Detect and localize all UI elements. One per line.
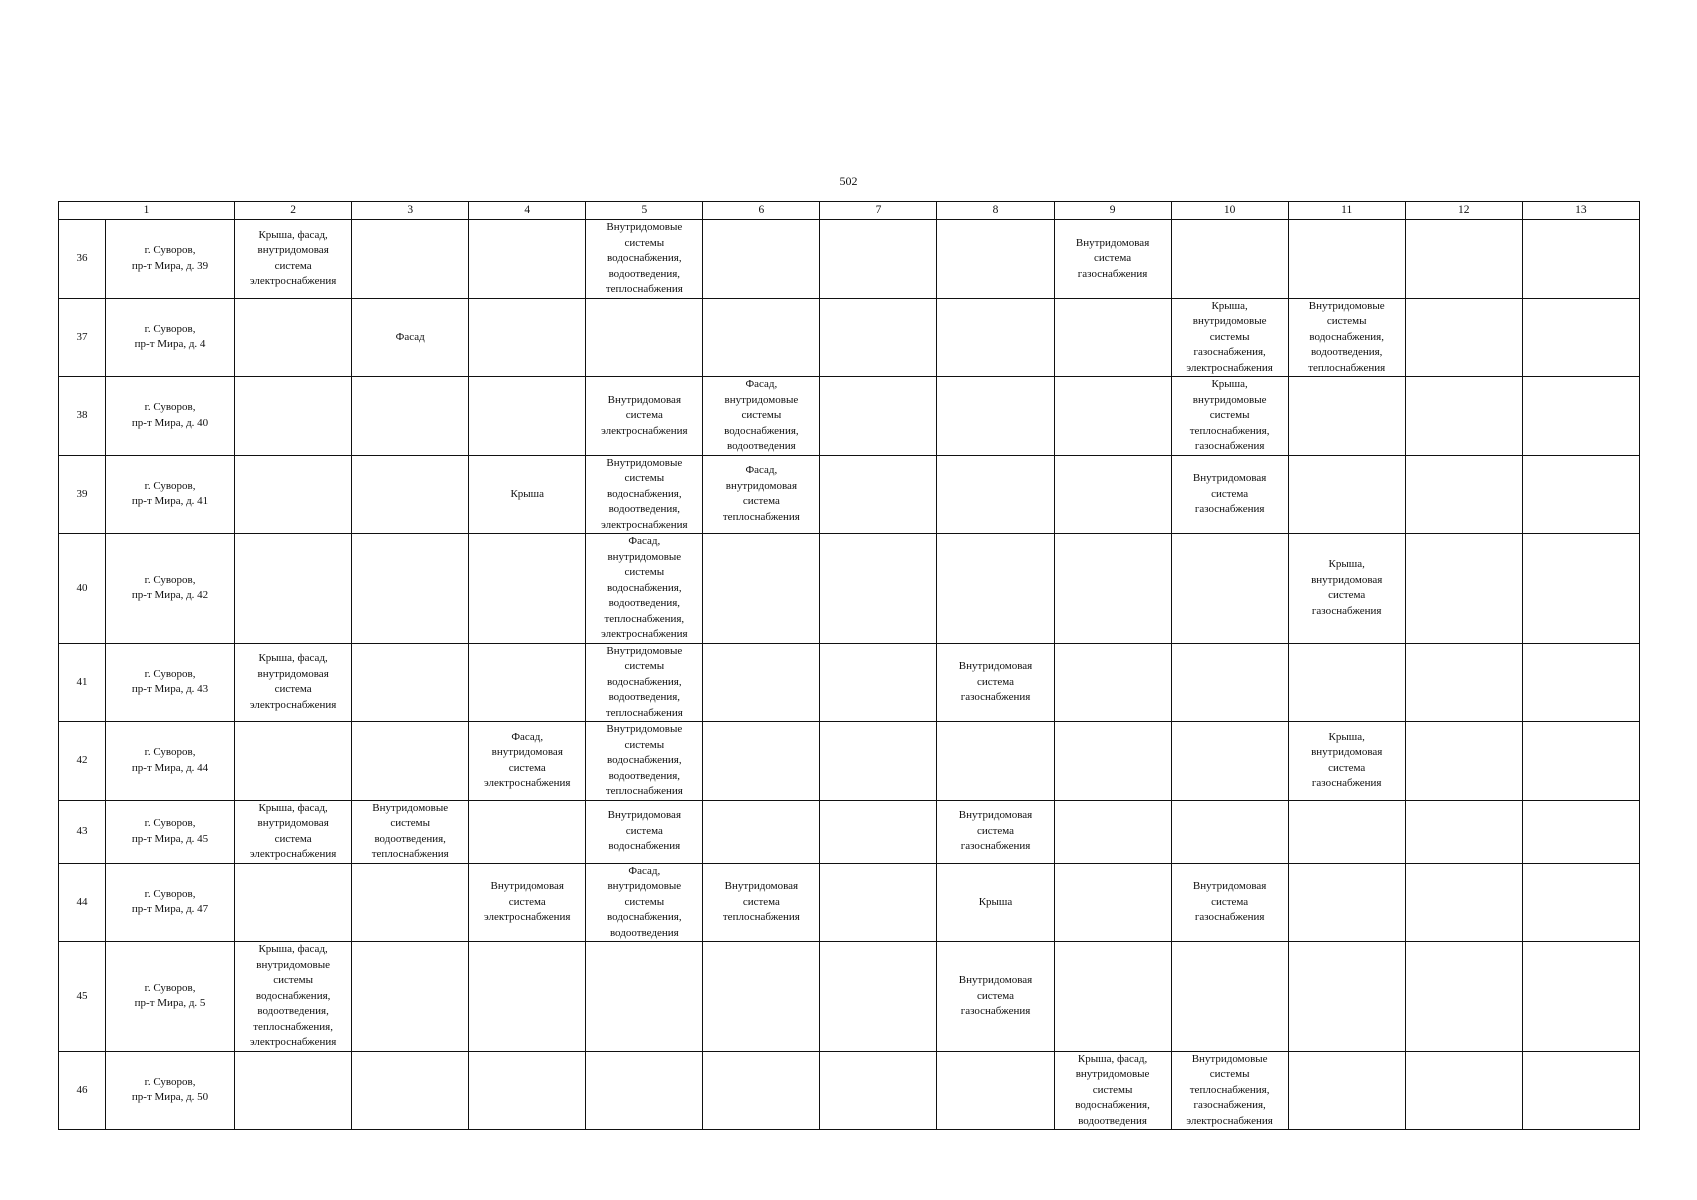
address-cell: г. Суворов, пр-т Мира, д. 44: [106, 722, 235, 801]
work-cell: Внутридомовые системы водоснабжения, водоотведения, теплоснабжения: [1288, 298, 1405, 377]
work-cell: [1054, 863, 1171, 942]
work-cell: [820, 1051, 937, 1130]
work-cell: [1054, 722, 1171, 801]
work-cell: Крыша, фасад, внутридомовые системы водоснабжения, водоотведения: [1054, 1051, 1171, 1130]
column-header: 12: [1405, 202, 1522, 220]
work-cell: [1522, 800, 1639, 863]
work-cell: [1522, 722, 1639, 801]
work-cell: [1288, 942, 1405, 1052]
address-cell: г. Суворов, пр-т Мира, д. 42: [106, 534, 235, 644]
work-cell: [820, 534, 937, 644]
work-cell: [937, 298, 1054, 377]
work-cell: [352, 455, 469, 534]
header-row: [59, 202, 1640, 220]
row-number: 42: [59, 722, 106, 801]
work-cell: Внутридомовая система газоснабжения: [1171, 455, 1288, 534]
work-cell: [1405, 534, 1522, 644]
work-cell: Фасад, внутридомовые системы водоснабжения, водоотведения, теплоснабжения, электроснабжения: [586, 534, 703, 644]
row-number: 38: [59, 377, 106, 456]
work-cell: [1054, 377, 1171, 456]
work-cell: Крыша, фасад, внутридомовая система электроснабжения: [235, 643, 352, 722]
row-number: 37: [59, 298, 106, 377]
work-cell: [703, 298, 820, 377]
work-cell: [235, 863, 352, 942]
work-cell: Крыша: [469, 455, 586, 534]
work-cell: [1054, 455, 1171, 534]
work-cell: [1288, 220, 1405, 299]
column-header: 10: [1171, 202, 1288, 220]
work-cell: [1054, 643, 1171, 722]
work-cell: [820, 643, 937, 722]
column-header: 3: [352, 202, 469, 220]
row-number: 45: [59, 942, 106, 1052]
work-cell: [703, 534, 820, 644]
work-cell: Крыша: [937, 863, 1054, 942]
work-cell: Внутридомовая система газоснабжения: [937, 800, 1054, 863]
work-cell: [469, 298, 586, 377]
row-number: 41: [59, 643, 106, 722]
column-header: 8: [937, 202, 1054, 220]
table-row: [59, 298, 1640, 377]
work-cell: [235, 1051, 352, 1130]
work-cell: Внутридомовые системы водоснабжения, водоотведения, теплоснабжения: [586, 722, 703, 801]
work-cell: [235, 722, 352, 801]
column-header: 6: [703, 202, 820, 220]
work-cell: [1405, 220, 1522, 299]
work-cell: [1171, 534, 1288, 644]
work-cell: [235, 298, 352, 377]
work-cell: [1522, 220, 1639, 299]
repair-schedule-table: [58, 201, 1640, 1130]
work-cell: Фасад, внутридомовые системы водоснабжения, водоотведения: [586, 863, 703, 942]
work-cell: [352, 377, 469, 456]
work-cell: [1171, 220, 1288, 299]
work-cell: Внутридомовая система газоснабжения: [937, 942, 1054, 1052]
work-cell: [469, 377, 586, 456]
table-row: [59, 220, 1640, 299]
work-cell: [1171, 942, 1288, 1052]
row-number: 44: [59, 863, 106, 942]
work-cell: [820, 863, 937, 942]
column-header: 2: [235, 202, 352, 220]
work-cell: Внутридомовая система теплоснабжения: [703, 863, 820, 942]
work-cell: [469, 942, 586, 1052]
work-cell: [937, 722, 1054, 801]
table-row: [59, 800, 1640, 863]
row-number: 46: [59, 1051, 106, 1130]
work-cell: [1054, 942, 1171, 1052]
address-cell: г. Суворов, пр-т Мира, д. 45: [106, 800, 235, 863]
work-cell: [235, 377, 352, 456]
work-cell: [937, 220, 1054, 299]
work-cell: Крыша, внутридомовая система газоснабжения: [1288, 722, 1405, 801]
work-cell: Крыша, фасад, внутридомовые системы водоснабжения, водоотведения, теплоснабжения, электроснабжения: [235, 942, 352, 1052]
row-number: 43: [59, 800, 106, 863]
work-cell: [1405, 800, 1522, 863]
work-cell: [1288, 800, 1405, 863]
work-cell: [703, 643, 820, 722]
table-row: [59, 722, 1640, 801]
work-cell: Внутридомовые системы водоснабжения, водоотведения, электроснабжения: [586, 455, 703, 534]
work-cell: [352, 722, 469, 801]
work-cell: [820, 455, 937, 534]
column-header: 4: [469, 202, 586, 220]
work-cell: [703, 800, 820, 863]
column-header: 7: [820, 202, 937, 220]
work-cell: Фасад, внутридомовая система теплоснабжения: [703, 455, 820, 534]
table-row: [59, 534, 1640, 644]
work-cell: [820, 298, 937, 377]
work-cell: [235, 534, 352, 644]
table-row: [59, 455, 1640, 534]
work-cell: [1522, 942, 1639, 1052]
work-cell: [1405, 1051, 1522, 1130]
work-cell: [469, 800, 586, 863]
work-cell: [1522, 298, 1639, 377]
work-cell: [1171, 643, 1288, 722]
work-cell: [1171, 722, 1288, 801]
work-cell: [820, 800, 937, 863]
work-cell: [1522, 377, 1639, 456]
work-cell: Крыша, внутридомовые системы теплоснабжения, газоснабжения: [1171, 377, 1288, 456]
work-cell: [1522, 534, 1639, 644]
row-number: 40: [59, 534, 106, 644]
work-cell: [703, 1051, 820, 1130]
address-cell: г. Суворов, пр-т Мира, д. 5: [106, 942, 235, 1052]
work-cell: Крыша, фасад, внутридомовая система электроснабжения: [235, 220, 352, 299]
row-number: 39: [59, 455, 106, 534]
work-cell: [1405, 298, 1522, 377]
work-cell: Внутридомовые системы теплоснабжения, газоснабжения, электроснабжения: [1171, 1051, 1288, 1130]
work-cell: [1054, 534, 1171, 644]
work-cell: Внутридомовая система газоснабжения: [1054, 220, 1171, 299]
work-cell: [1405, 863, 1522, 942]
table-body: [59, 202, 1640, 1130]
work-cell: Внутридомовая система электроснабжения: [586, 377, 703, 456]
address-cell: г. Суворов, пр-т Мира, д. 4: [106, 298, 235, 377]
work-cell: [703, 722, 820, 801]
address-cell: г. Суворов, пр-т Мира, д. 39: [106, 220, 235, 299]
page-number: 502: [839, 174, 858, 188]
work-cell: [820, 377, 937, 456]
work-cell: [352, 1051, 469, 1130]
row-number: 36: [59, 220, 106, 299]
work-cell: [1288, 643, 1405, 722]
work-cell: Фасад, внутридомовая система электроснабжения: [469, 722, 586, 801]
work-cell: [937, 455, 1054, 534]
work-cell: [1288, 455, 1405, 534]
work-cell: [1522, 643, 1639, 722]
work-cell: Внутридомовая система газоснабжения: [937, 643, 1054, 722]
work-cell: Крыша, внутридомовые системы газоснабжения, электроснабжения: [1171, 298, 1288, 377]
work-cell: [820, 722, 937, 801]
column-header: 5: [586, 202, 703, 220]
work-cell: [469, 1051, 586, 1130]
work-cell: [235, 455, 352, 534]
address-cell: г. Суворов, пр-т Мира, д. 41: [106, 455, 235, 534]
work-cell: [352, 643, 469, 722]
work-cell: [937, 534, 1054, 644]
address-cell: г. Суворов, пр-т Мира, д. 40: [106, 377, 235, 456]
table-row: [59, 942, 1640, 1052]
work-cell: [1288, 377, 1405, 456]
work-cell: Фасад: [352, 298, 469, 377]
work-cell: [1522, 455, 1639, 534]
address-cell: г. Суворов, пр-т Мира, д. 43: [106, 643, 235, 722]
work-cell: [820, 220, 937, 299]
work-cell: [1405, 942, 1522, 1052]
work-cell: Крыша, внутридомовая система газоснабжения: [1288, 534, 1405, 644]
work-cell: [703, 942, 820, 1052]
work-cell: [1288, 1051, 1405, 1130]
column-header: 1: [59, 202, 235, 220]
work-cell: [469, 534, 586, 644]
work-cell: [1405, 455, 1522, 534]
work-cell: [1405, 643, 1522, 722]
work-cell: Крыша, фасад, внутридомовая система электроснабжения: [235, 800, 352, 863]
work-cell: [1054, 298, 1171, 377]
work-cell: [586, 298, 703, 377]
work-cell: [1405, 722, 1522, 801]
work-cell: Внутридомовые системы водоснабжения, водоотведения, теплоснабжения: [586, 643, 703, 722]
work-cell: [352, 534, 469, 644]
table-row: [59, 863, 1640, 942]
work-cell: Внутридомовая система водоснабжения: [586, 800, 703, 863]
work-cell: Внутридомовые системы водоотведения, теплоснабжения: [352, 800, 469, 863]
work-cell: Внутридомовая система газоснабжения: [1171, 863, 1288, 942]
address-cell: г. Суворов, пр-т Мира, д. 47: [106, 863, 235, 942]
work-cell: [937, 377, 1054, 456]
work-cell: [820, 942, 937, 1052]
address-cell: г. Суворов, пр-т Мира, д. 50: [106, 1051, 235, 1130]
table-row: [59, 1051, 1640, 1130]
column-header: 13: [1522, 202, 1639, 220]
work-cell: [1405, 377, 1522, 456]
work-cell: Фасад, внутридомовые системы водоснабжения, водоотведения: [703, 377, 820, 456]
work-cell: [1171, 800, 1288, 863]
column-header: 9: [1054, 202, 1171, 220]
work-cell: [703, 220, 820, 299]
work-cell: [1522, 863, 1639, 942]
work-cell: [937, 1051, 1054, 1130]
work-cell: [586, 1051, 703, 1130]
work-cell: [1054, 800, 1171, 863]
work-cell: [586, 942, 703, 1052]
work-cell: [1522, 1051, 1639, 1130]
table-row: [59, 377, 1640, 456]
work-cell: [1288, 863, 1405, 942]
work-cell: [469, 643, 586, 722]
work-cell: Внутридомовая система электроснабжения: [469, 863, 586, 942]
work-cell: [352, 220, 469, 299]
table-row: [59, 643, 1640, 722]
work-cell: Внутридомовые системы водоснабжения, водоотведения, теплоснабжения: [586, 220, 703, 299]
work-cell: [469, 220, 586, 299]
work-cell: [352, 942, 469, 1052]
work-cell: [352, 863, 469, 942]
column-header: 11: [1288, 202, 1405, 220]
